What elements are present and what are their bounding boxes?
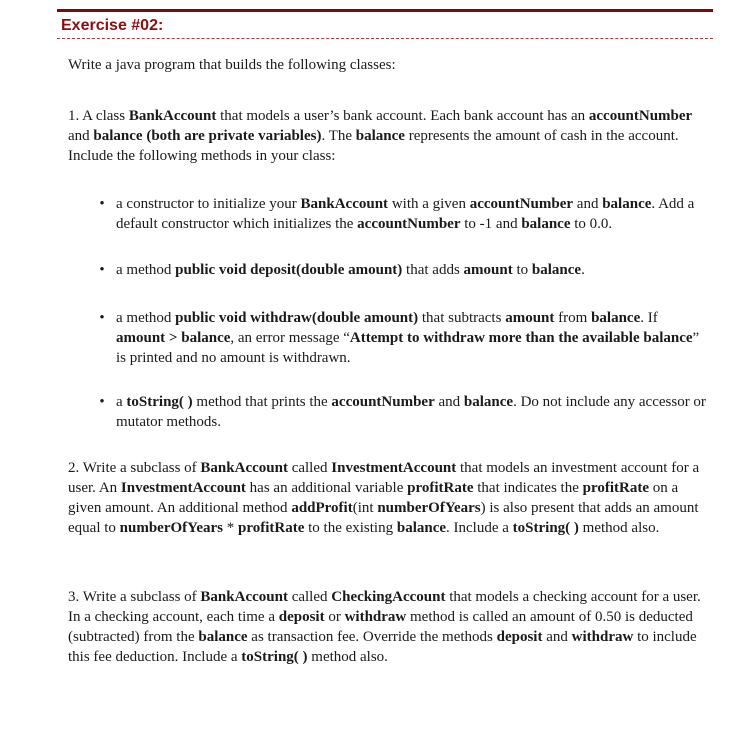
part3-text: and: [542, 629, 572, 645]
bullet-keyword: accountNumber: [331, 394, 435, 410]
bullet-keyword: BankAccount: [300, 196, 389, 212]
bullet-keyword: accountNumber: [469, 196, 574, 212]
part1-text: that models a user’s bank account. Each bank account has an: [216, 108, 589, 124]
part2-text: method also.: [578, 520, 660, 536]
bullet-keyword: public void withdraw(double amount): [175, 310, 419, 326]
part2-text: . Include a: [446, 520, 513, 536]
part3-keyword: deposit: [496, 629, 543, 645]
bullet-text: a: [116, 394, 127, 410]
bullet-text: . If: [640, 310, 658, 326]
part3-paragraph: [68, 587, 708, 667]
part1-balance: balance: [355, 128, 405, 144]
part2-text: 2. Write a subclass of: [68, 460, 201, 476]
bullet-withdraw: [92, 308, 706, 368]
part3-text: method also.: [307, 649, 388, 665]
bullet-keyword: balance: [521, 216, 571, 232]
part3-keyword: CheckingAccount: [331, 589, 446, 605]
part2-paragraph: [68, 458, 708, 538]
part3-text: method is called an amount of 0.50 is deducted (subtracted) from the: [68, 609, 693, 645]
bullet-deposit: [92, 260, 706, 280]
bullet-text: ” is printed and no amount is withdrawn.: [116, 330, 700, 366]
part2-text: on a given amount. An additional method: [68, 480, 679, 516]
bullet-keyword: toString( ): [126, 394, 193, 410]
bullet-text: that adds: [402, 262, 464, 278]
part2-text: ) is also present that adds an amount equal to: [68, 500, 699, 536]
part2-text: has an additional variable: [245, 480, 408, 496]
bullet-tostring: [92, 392, 706, 432]
exercise-title: Exercise #02:: [61, 17, 164, 34]
bullet-text: from: [554, 310, 592, 326]
part3-keyword: withdraw: [571, 629, 634, 645]
part1-text: 1. A class: [68, 108, 129, 124]
bullet-constructor: [92, 194, 706, 234]
part1-field-balance: balance (both are private variables): [93, 128, 322, 144]
part1-text: represents the amount of cash in the account. Include the following methods in your class:: [68, 128, 679, 164]
bullet-keyword: balance: [591, 310, 641, 326]
bullet-keyword: public void deposit(double amount): [175, 262, 403, 278]
bullet-text: to 0.0.: [570, 216, 613, 232]
bullet-text: a method: [116, 262, 176, 278]
bullet-text: and: [434, 394, 464, 410]
bullet-keyword: amount > balance: [116, 330, 231, 346]
bullet-text: . Do not include any accessor or mutator methods.: [116, 394, 706, 430]
part1-field-account-number: accountNumber: [588, 108, 693, 124]
part2-keyword: profitRate: [407, 480, 474, 496]
part3-keyword: balance: [198, 629, 248, 645]
part2-text: to the existing: [304, 520, 397, 536]
part2-text: *: [222, 520, 238, 536]
bullet-text: that subtracts: [418, 310, 506, 326]
bullet-text: .: [581, 262, 585, 278]
bullet-dot-icon: •: [99, 196, 105, 212]
part1-text: . The: [321, 128, 356, 144]
part2-keyword: InvestmentAccount: [331, 460, 457, 476]
part3-text: to include this fee deduction. Include a: [68, 629, 697, 665]
bullet-text: to -1 and: [460, 216, 522, 232]
part2-text: (int: [352, 500, 378, 516]
part3-text: that models a checking account for a user. In a checking account, each time a: [68, 589, 701, 625]
part2-keyword: numberOfYears: [119, 520, 223, 536]
part2-keyword: BankAccount: [200, 460, 288, 476]
bullet-keyword: accountNumber: [357, 216, 461, 232]
part3-text: as transaction fee. Override the methods: [247, 629, 497, 645]
bullet-text: , an error message “: [230, 330, 350, 346]
bullet-keyword: amount: [463, 262, 513, 278]
part3-text: or: [324, 609, 345, 625]
part2-text: that indicates the: [473, 480, 583, 496]
part1-paragraph: [68, 106, 708, 166]
part3-keyword: deposit: [278, 609, 325, 625]
part2-keyword: addProfit: [291, 500, 353, 516]
exercise-header: [57, 9, 713, 39]
part3-text: 3. Write a subclass of: [68, 589, 201, 605]
bullet-keyword: balance: [602, 196, 652, 212]
bullet-text: method that prints the: [192, 394, 332, 410]
bullet-text: to: [512, 262, 532, 278]
intro-paragraph: Write a java program that builds the following classes:: [68, 57, 396, 73]
part2-text: called: [287, 460, 332, 476]
bullet-keyword: balance: [531, 262, 582, 278]
part2-keyword: toString( ): [512, 520, 579, 536]
bullet-dot-icon: •: [99, 262, 105, 278]
bullet-text: a method: [116, 310, 176, 326]
part2-text: that models an investment account for a user. An: [68, 460, 700, 496]
bullet-error-message: Attempt to withdraw more than the available balance: [349, 330, 693, 346]
header-divider: [57, 38, 713, 39]
part3-keyword: toString( ): [241, 649, 308, 665]
part3-keyword: withdraw: [344, 609, 407, 625]
part1-text: and: [68, 128, 94, 144]
bullet-keyword: balance: [463, 394, 514, 410]
bullet-text: and: [573, 196, 603, 212]
part2-keyword: numberOfYears: [377, 500, 481, 516]
part2-keyword: balance: [396, 520, 447, 536]
bullet-text: with a given: [388, 196, 470, 212]
bullet-text: . Add a default constructor which initializes the: [116, 196, 695, 232]
bullet-keyword: amount: [505, 310, 555, 326]
part2-keyword: profitRate: [582, 480, 650, 496]
bullet-dot-icon: •: [99, 394, 105, 410]
part1-class-name: BankAccount: [128, 108, 217, 124]
part3-text: called: [287, 589, 332, 605]
part2-keyword: profitRate: [237, 520, 305, 536]
bullet-dot-icon: •: [99, 310, 105, 326]
part2-keyword: InvestmentAccount: [120, 480, 246, 496]
part3-keyword: BankAccount: [200, 589, 288, 605]
bullet-text: a constructor to initialize your: [116, 196, 301, 212]
